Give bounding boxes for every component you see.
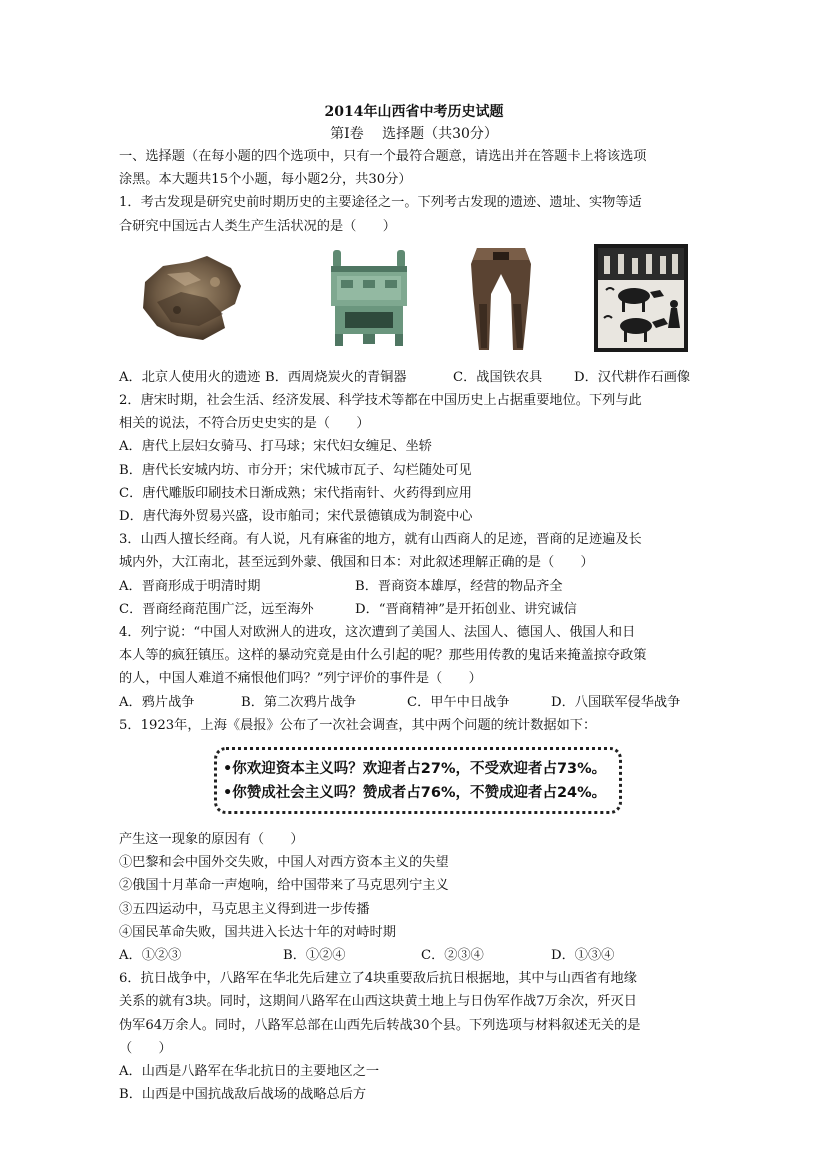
survey-line: •你欢迎资本主义吗？欢迎者占27%，不受欢迎者占73%。: [223, 761, 607, 778]
bronze-vessel-photo-icon: [323, 244, 415, 348]
question-5-stem: 5．1923年，上海《晨报》公布了一次社会调查，其中两个问题的统计数据如下：: [119, 717, 597, 733]
question-2-stem: 相关的说法，不符合历史史实的是（ ）: [119, 416, 370, 432]
option-c[interactable]: C．②③④: [421, 948, 484, 964]
option-c[interactable]: C．甲午中日战争: [407, 694, 510, 710]
statement-item: ④国民革命失败，国共进入长达十年的对峙时期: [119, 924, 396, 940]
option-c[interactable]: C．晋商经商范围广泛，远至海外: [119, 601, 314, 617]
option-a[interactable]: A．北京人使用火的遗迹: [119, 369, 261, 385]
question-1-images: [119, 244, 709, 362]
option-d[interactable]: D．汉代耕作石画像: [574, 369, 691, 385]
option-b[interactable]: B．西周烧炭火的青铜器: [265, 369, 407, 385]
question-3-stem: 3．山西人擅长经商。有人说，凡有麻雀的地方，就有山西商人的足迹，晋商的足迹遍及长: [119, 532, 642, 548]
option-c[interactable]: C．战国铁农具: [453, 369, 543, 385]
question-1-stem: 1．考古发现是研究史前时期历史的主要途径之一。下列考古发现的遗迹、遗址、实物等适: [119, 195, 642, 211]
option-b[interactable]: B．唐代长安城内坊、市分开；宋代城市瓦子、勾栏随处可见: [119, 462, 472, 478]
section-intro-line: 一、选择题（在每小题的四个选项中，只有一个最符合题意，请选出并在答题卡上将该选项: [119, 149, 647, 164]
exam-page: [119, 100, 709, 1107]
burnt-bone-photo-icon: [137, 252, 245, 344]
question-6-stem: 伪军64万余人。同时，八路军总部在山西先后转战30个县。下列选项与材料叙述无关的是: [119, 1017, 641, 1033]
statement-item: ①巴黎和会中国外交失败，中国人对西方资本主义的失望: [119, 855, 449, 871]
statement-item: ③五四运动中，马克思主义得到进一步传播: [119, 901, 370, 917]
question-6-stem: （ ）: [119, 1040, 172, 1056]
question-4-stem: 4．列宁说：“中国人对欧洲人的进攻，这次遭到了美国人、法国人、德国人、俄国人和日: [119, 625, 636, 641]
option-d[interactable]: D．①③④: [551, 948, 615, 964]
plowing-relief-photo-icon: [594, 244, 688, 352]
option-a[interactable]: A．唐代上层妇女骑马、打马球；宋代妇女缠足、坐轿: [119, 439, 432, 455]
option-b[interactable]: B．①②④: [283, 948, 346, 964]
option-d[interactable]: D．八国联军侵华战争: [551, 694, 681, 710]
option-b[interactable]: B．第二次鸦片战争: [241, 694, 357, 710]
question-6-stem: 关系的就有3块。同时，这期间八路军在山西这块黄土地上与日伪军作战7万余次，歼灭日: [119, 994, 637, 1010]
question-1-stem: 合研究中国远古人类生产生活状况的是（ ）: [119, 218, 396, 234]
option-b[interactable]: B．山西是中国抗战敌后战场的战略总后方: [119, 1087, 367, 1103]
option-b[interactable]: B．晋商资本雄厚，经营的物品齐全: [355, 578, 563, 594]
iron-tool-photo-icon: [465, 244, 537, 354]
option-c[interactable]: C．唐代雕版印刷技术日渐成熟；宋代指南针、火药得到应用: [119, 485, 472, 501]
question-2-stem: 2．唐宋时期，社会生活、经济发展、科学技术等都在中国历史上占据重要地位。下列与此: [119, 393, 642, 409]
option-a[interactable]: A．晋商形成于明清时期: [119, 578, 261, 594]
question-6-stem: 6．抗日战争中，八路军在华北先后建立了4块重要敌后抗日根据地，其中与山西省有地缘: [119, 971, 637, 987]
option-d[interactable]: D．“晋商精神”是开拓创业、讲究诚信: [355, 601, 577, 617]
option-a[interactable]: A．①②③: [119, 948, 182, 964]
survey-line: •你赞成社会主义吗？赞成者占76%，不赞成迎者占24%。: [223, 785, 607, 802]
statement-item: ②俄国十月革命一声炮响，给中国带来了马克思列宁主义: [119, 878, 449, 894]
option-d[interactable]: D．唐代海外贸易兴盛，设市舶司；宋代景德镇成为制瓷中心: [119, 509, 473, 525]
option-a[interactable]: A．鸦片战争: [119, 694, 195, 710]
question-1-options: [119, 366, 709, 389]
part-heading: 第Ⅰ卷 选择题（共30分）: [330, 126, 498, 142]
question-3-stem: 城内外，大江南北，甚至远到外蒙、俄国和日本：对此叙述理解正确的是（ ）: [119, 555, 594, 571]
question-5-prompt: 产生这一现象的原因有（ ）: [119, 832, 304, 848]
option-a[interactable]: A．山西是八路军在华北抗日的主要地区之一: [119, 1064, 380, 1080]
section-intro-line: 涂黑。本大题共15个小题，每小题2分，共30分）: [119, 172, 412, 188]
question-4-stem: 本人等的疯狂镇压。这样的暴动究竟是由什么引起的呢？那些用传教的鬼话来掩盖掠夺政策: [119, 648, 647, 664]
survey-box: [214, 747, 622, 814]
question-4-stem: 的人，中国人难道不痛恨他们吗？”列宁评价的事件是（ ）: [119, 671, 482, 687]
page-title: 2014年山西省中考历史试题: [324, 104, 504, 120]
